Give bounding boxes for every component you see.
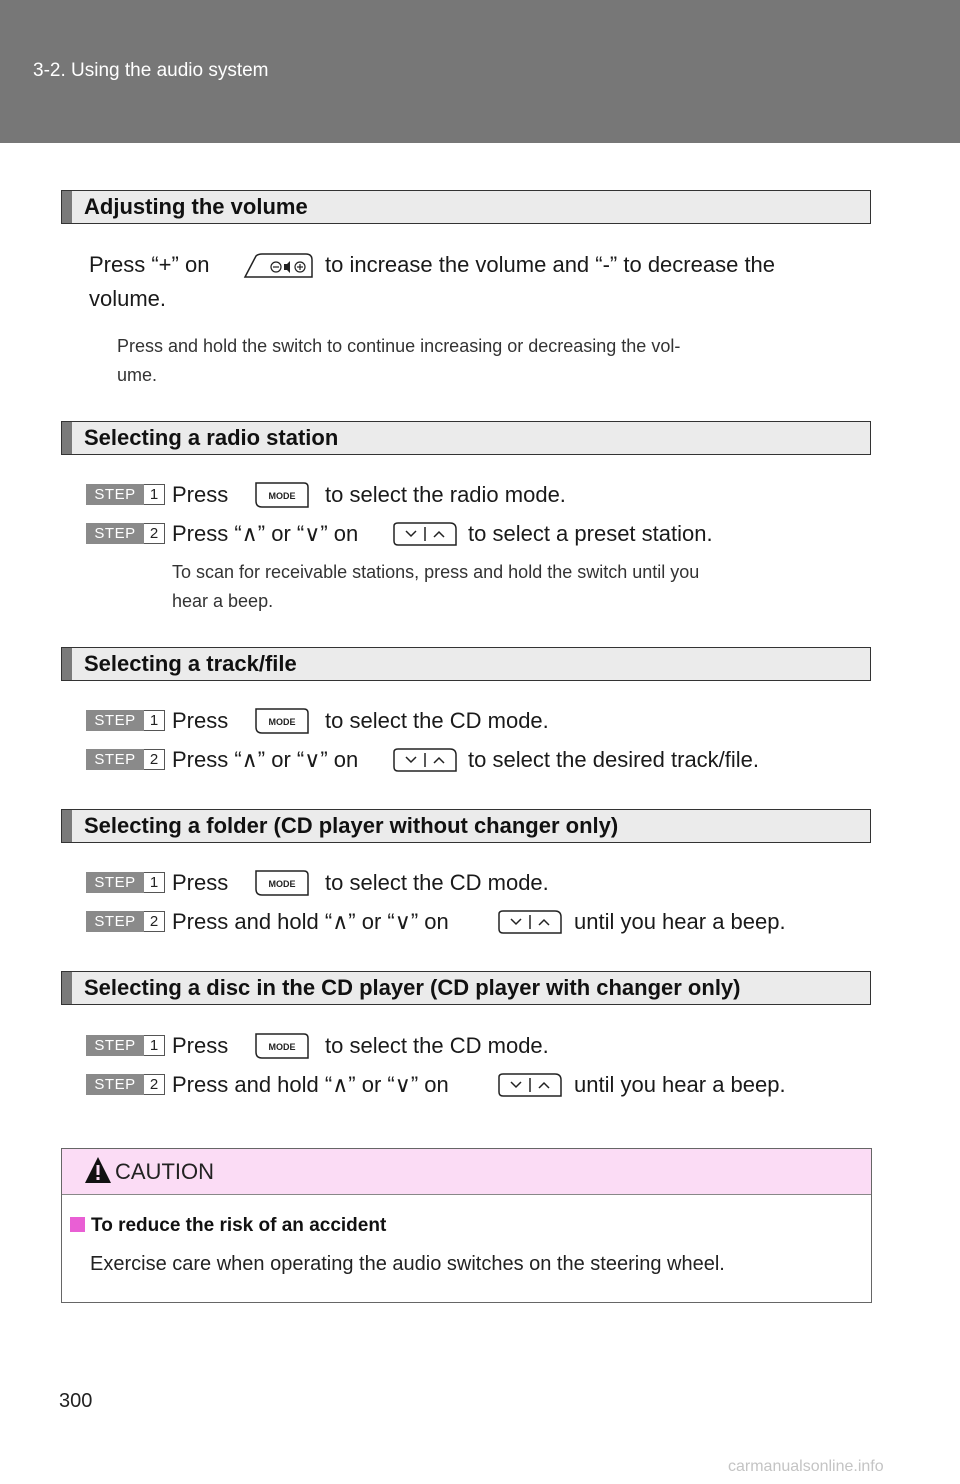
- caution-header: [62, 1149, 871, 1195]
- mode-button-icon: [254, 1033, 310, 1059]
- warning-triangle-icon: [84, 1155, 112, 1185]
- section-heading-folder: [61, 809, 871, 843]
- mode-label: MODE: [268, 1042, 296, 1052]
- seek-switch-icon: [392, 522, 458, 546]
- step-badge-1: [86, 710, 165, 731]
- seek-switch-icon: [497, 1073, 563, 1097]
- step-badge-2: [86, 523, 165, 544]
- step-badge-1: [86, 872, 165, 893]
- volume-line2: volume.: [89, 286, 167, 311]
- seek-switch-icon: [497, 910, 563, 934]
- step-badge-2: [86, 911, 165, 932]
- section-heading-radio: [61, 421, 871, 455]
- mode-label: MODE: [268, 879, 296, 889]
- mode-button-icon: [254, 870, 310, 896]
- step-word: STEP: [86, 523, 144, 544]
- disc-step1-post: to select the CD mode.: [325, 1033, 549, 1058]
- step-badge-2: [86, 749, 165, 770]
- caution-box: [61, 1148, 872, 1303]
- step-badge-2: [86, 1074, 165, 1095]
- step-number: 2: [144, 749, 165, 770]
- volume-line1-post: to increase the volume and “-” to decrease the: [325, 252, 776, 277]
- radio-step2-post: to select a preset station.: [468, 521, 713, 546]
- section-heading-disc: [61, 971, 871, 1005]
- seek-switch-icon: [392, 748, 458, 772]
- folder-step2-post: until you hear a beep.: [574, 909, 786, 934]
- step-word: STEP: [86, 1074, 144, 1095]
- step-word: STEP: [86, 911, 144, 932]
- disc-step2-pre: Press and hold “∧” or “∨” on: [172, 1072, 449, 1097]
- step-number: 2: [144, 1074, 165, 1095]
- mode-button-icon: [254, 482, 310, 508]
- step-badge-1: [86, 484, 165, 505]
- section-heading-volume: [61, 190, 871, 224]
- caution-subheading-text: To reduce the risk of an accident: [91, 1215, 387, 1236]
- caution-body: Exercise care when operating the audio switches on the steering wheel.: [90, 1253, 725, 1275]
- step-number: 1: [144, 1035, 165, 1056]
- section-title: Adjusting the volume: [84, 194, 308, 219]
- section-heading-track: [61, 647, 871, 681]
- page-number: 300: [59, 1390, 93, 1412]
- step-word: STEP: [86, 710, 144, 731]
- track-step2-pre: Press “∧” or “∨” on: [172, 747, 359, 772]
- section-title: Selecting a folder (CD player without changer only): [84, 813, 619, 838]
- header-band: [0, 0, 960, 143]
- volume-line1-pre: Press “+” on: [89, 252, 210, 277]
- radio-step1-post: to select the radio mode.: [325, 482, 566, 507]
- volume-note-line1: Press and hold the switch to continue increasing or decreasing the vol-: [117, 336, 681, 356]
- step-word: STEP: [86, 872, 144, 893]
- step-word: STEP: [86, 484, 144, 505]
- section-title: Selecting a radio station: [84, 425, 339, 450]
- step-number: 2: [144, 911, 165, 932]
- track-step1-pre: Press: [172, 708, 229, 733]
- breadcrumb: 3-2. Using the audio system: [33, 60, 269, 81]
- mode-label: MODE: [268, 717, 296, 727]
- radio-note-line2: hear a beep.: [172, 591, 274, 611]
- pink-square-icon: [70, 1217, 85, 1232]
- caution-subheading: [70, 1215, 386, 1237]
- radio-step2-pre: Press “∧” or “∨” on: [172, 521, 359, 546]
- track-step1-post: to select the CD mode.: [325, 708, 549, 733]
- step-number: 1: [144, 484, 165, 505]
- track-step2-post: to select the desired track/file.: [468, 747, 760, 772]
- radio-note-line1: To scan for receivable stations, press and hold the switch until you: [172, 562, 700, 582]
- volume-switch-icon: [242, 253, 314, 279]
- disc-step2-post: until you hear a beep.: [574, 1072, 786, 1097]
- step-word: STEP: [86, 749, 144, 770]
- disc-step1-pre: Press: [172, 1033, 229, 1058]
- radio-step1-pre: Press: [172, 482, 229, 507]
- section-title: Selecting a disc in the CD player (CD player with changer only): [84, 975, 741, 1000]
- step-number: 1: [144, 872, 165, 893]
- step-badge-1: [86, 1035, 165, 1056]
- caution-label: CAUTION: [115, 1159, 214, 1184]
- folder-step1-pre: Press: [172, 870, 229, 895]
- mode-label: MODE: [268, 491, 296, 501]
- step-number: 1: [144, 710, 165, 731]
- watermark: carmanualsonline.info: [728, 1458, 884, 1475]
- step-number: 2: [144, 523, 165, 544]
- folder-step1-post: to select the CD mode.: [325, 870, 549, 895]
- step-word: STEP: [86, 1035, 144, 1056]
- folder-step2-pre: Press and hold “∧” or “∨” on: [172, 909, 449, 934]
- section-title: Selecting a track/file: [84, 651, 297, 676]
- volume-note-line2: ume.: [117, 365, 158, 385]
- mode-button-icon: [254, 708, 310, 734]
